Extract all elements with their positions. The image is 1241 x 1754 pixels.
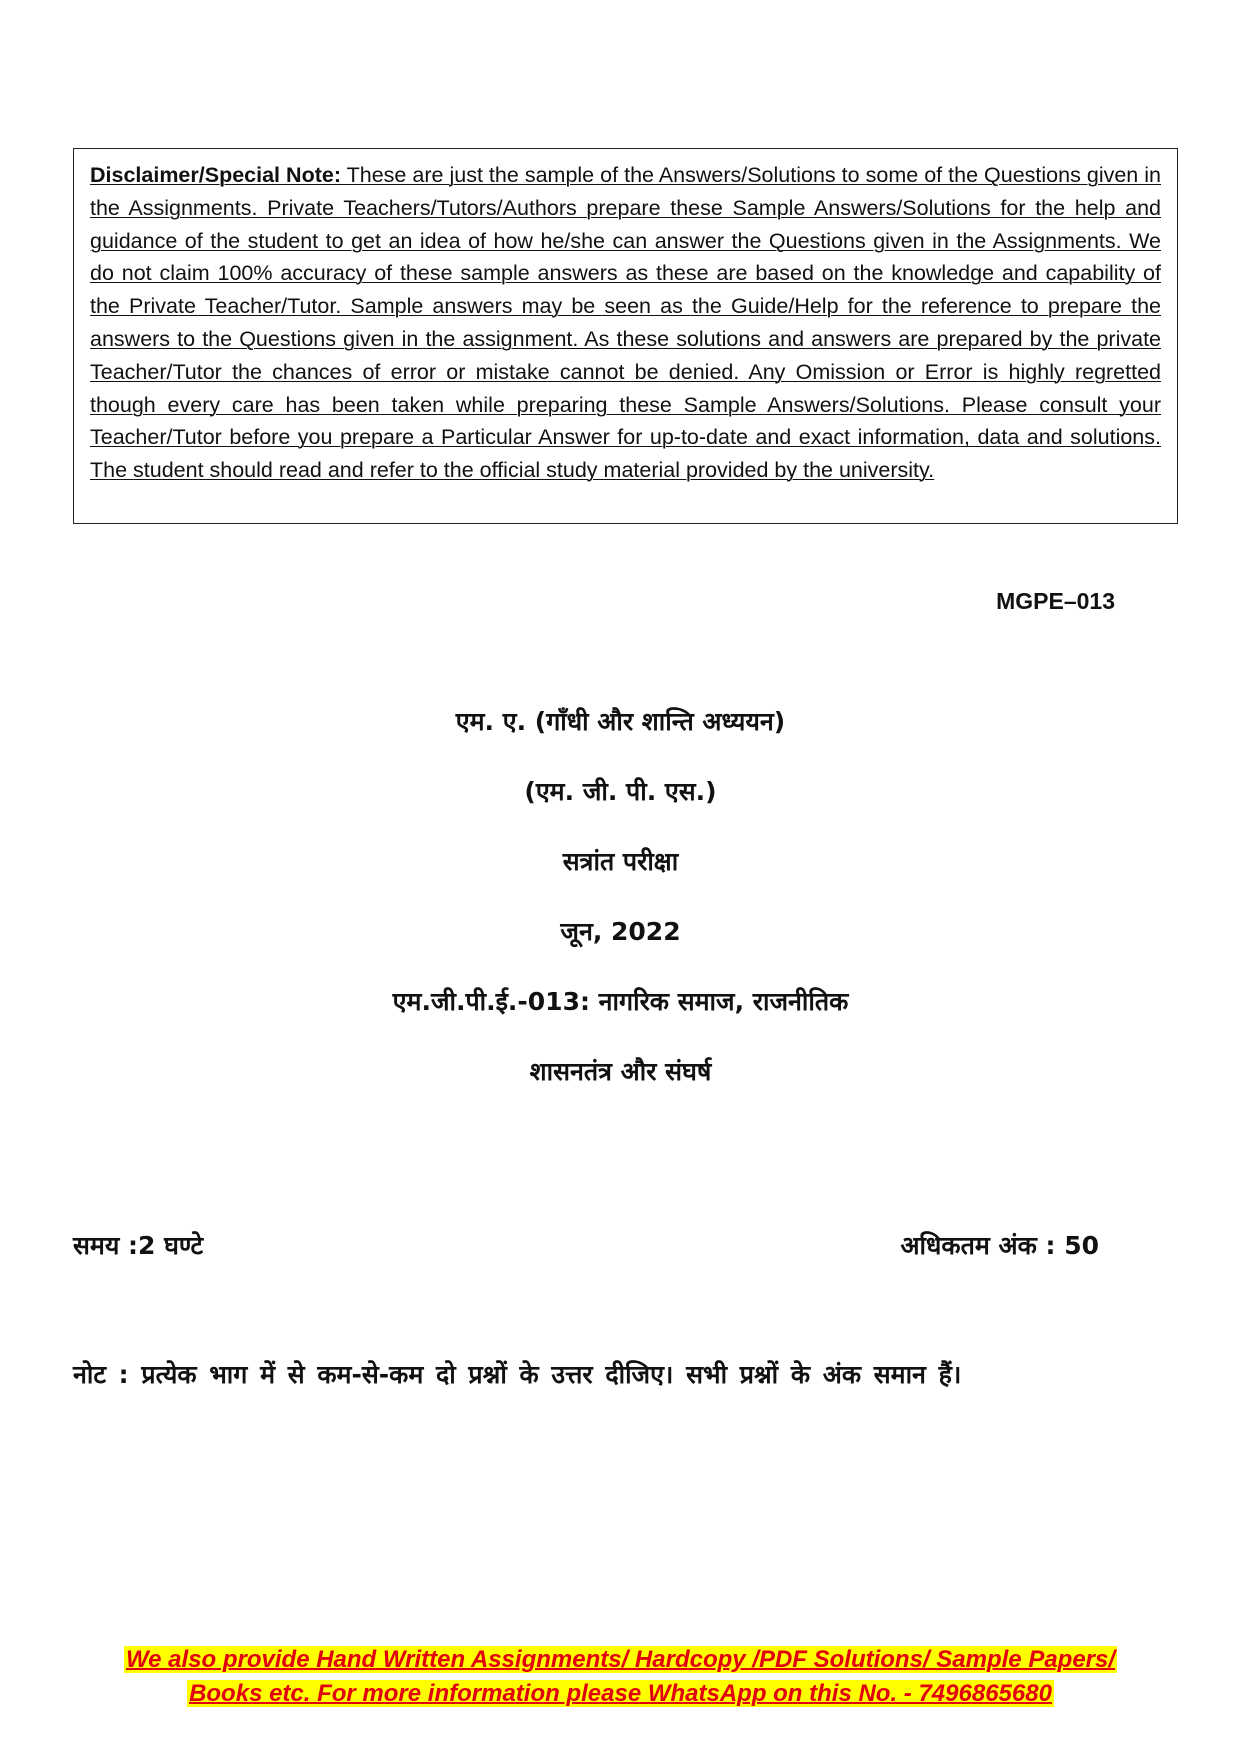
exam-note: नोट : प्रत्येक भाग में से कम-से-कम दो प्रश्नों के उत्तर दीजिए। सभी प्रश्नों के अंक समान हैं। [73,1360,962,1389]
course-title-line-1: एम.जी.पी.ई.-013: नागरिक समाज, राजनीतिक [392,987,849,1016]
disclaimer-box [73,148,1178,524]
footer-advert [0,1643,1241,1711]
course-title-line-2: शासनतंत्र और संघर्ष [529,1057,712,1086]
footer-line-2: Books etc. For more information please WhatsApp on this No. - 7496865680 [189,1680,1052,1707]
program-title: एम. ए. (गाँधी और शान्ति अध्ययन) [455,707,786,736]
disclaimer-text [90,159,1161,487]
exam-title: सत्रांत परीक्षा [562,847,679,876]
footer-line-1: We also provide Hand Written Assignments/ Hardcopy /PDF Solutions/ Sample Papers/ [125,1646,1116,1673]
max-marks: अधिकतम अंक : 50 [900,1231,1099,1260]
disclaimer-body: These are just the sample of the Answers/Solutions to some of the Questions given in the Assignments. Private Teachers/Tutors/Authors prepare these Sample Answers/Solutions for the help and guidance of the student to get an idea of how he/she can answer the Questions given in the Assignments. We do not claim 100% accuracy of these sample answers as these are based on the knowledge and capability of the Private Teacher/Tutor. Sample answers may be seen as the Guide/Help for the reference to prepare the answers to the Questions given in the assignment. As these solutions and answers are prepared by the private Teacher/Tutor the chances of error or mistake cannot be denied. Any Omission or Error is highly regretted though every care has been taken while preparing these Sample Answers/Solutions. Please consult your Teacher/Tutor before you prepare a Particular Answer for up-to-date and exact information, data and solutions. The student should read and refer to the official study material provided by the university. [90,163,1162,483]
exam-session: जून, 2022 [560,917,681,946]
course-code: MGPE–013 [996,588,1115,614]
exam-time: समय :2 घण्टे [73,1231,204,1260]
disclaimer-label: Disclaimer/Special Note: [90,163,341,187]
program-abbreviation: (एम. जी. पी. एस.) [524,777,717,806]
